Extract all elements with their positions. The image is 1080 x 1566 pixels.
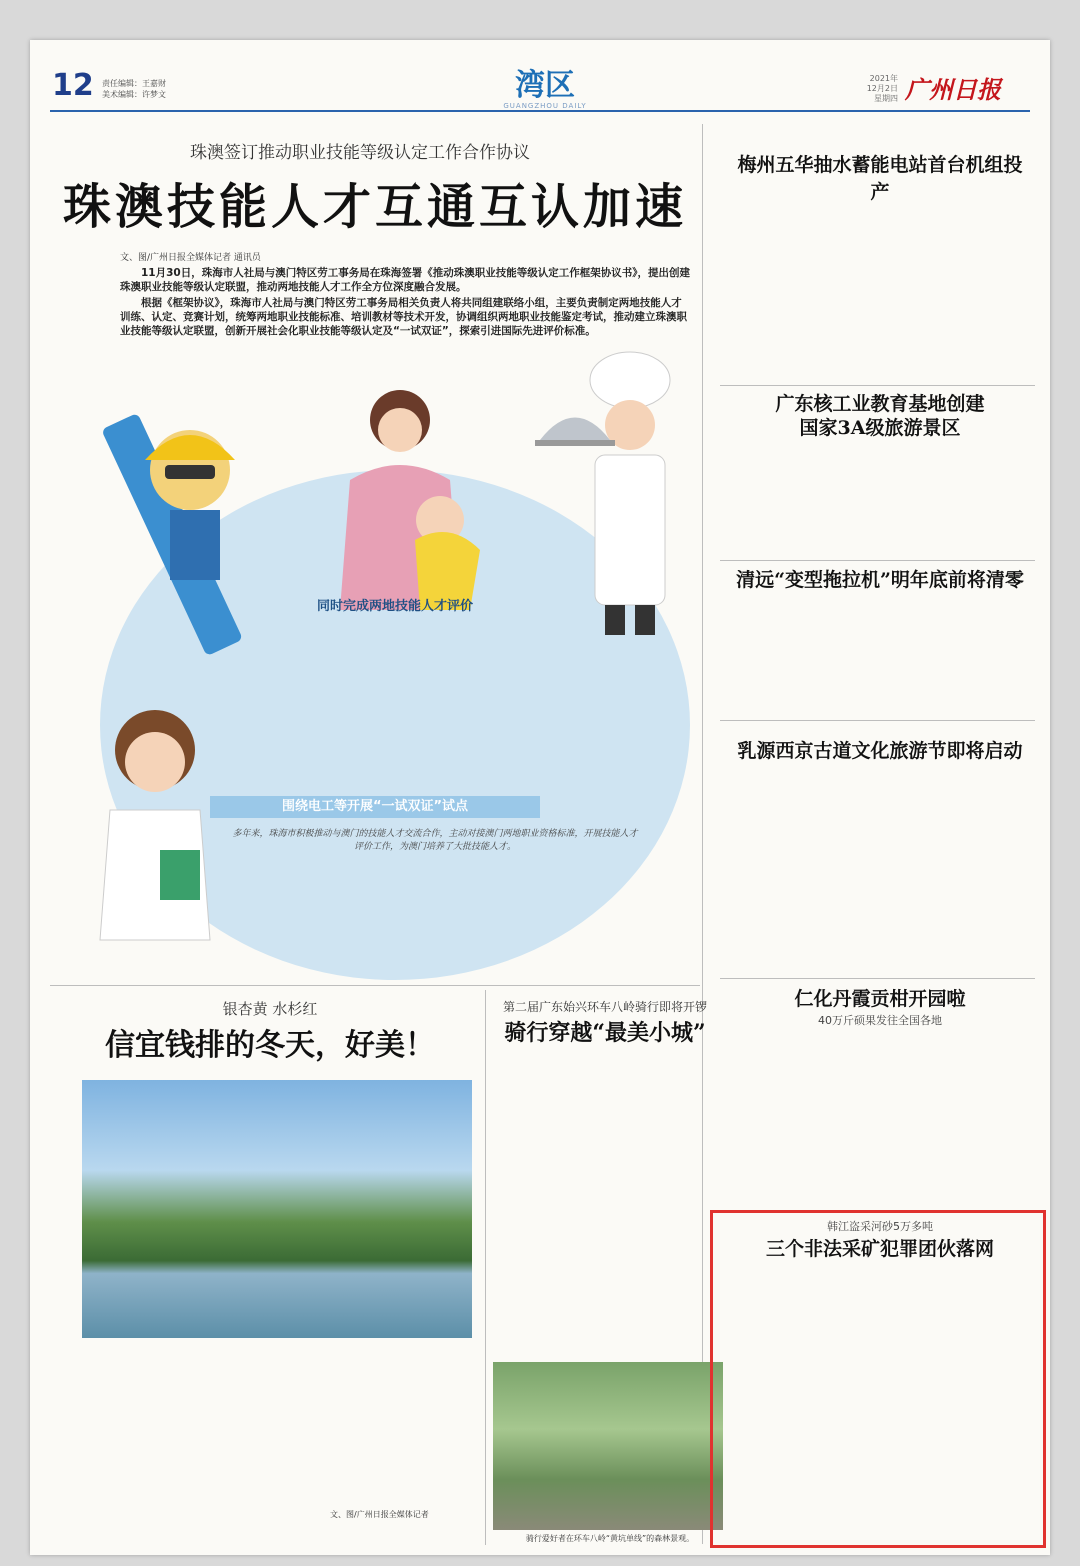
- story2-kicker: 银杏黄 水杉红: [222, 1000, 318, 1018]
- story3-kicker: 第二届广东始兴环车八岭骑行即将开锣: [502, 1000, 707, 1014]
- mother-child-illustration: [320, 370, 520, 620]
- main-kicker: 珠澳签订推动职业技能等级认定工作合作协议: [190, 143, 530, 163]
- section-subtitle: GUANGZHOU DAILY: [503, 102, 587, 110]
- right-divider: [720, 978, 1035, 979]
- story2-caption: 文、图/广州日报全媒体记者: [330, 1510, 429, 1519]
- editors: 责任编辑：王嘉财 美术编辑：许梦文: [102, 79, 166, 99]
- story3-photo-caption: 骑行爱好者在环车八岭“黄坑单线”的森林景观。: [525, 1534, 695, 1543]
- right-headline-6: 三个非法采矿犯罪团伙落网: [765, 1238, 994, 1260]
- newspaper-logo: 广州日报: [905, 75, 1001, 104]
- page-header: [30, 40, 1050, 118]
- right-subhead-5: 40万斤硕果发往全国各地: [818, 1014, 942, 1027]
- chef-illustration: [530, 340, 700, 640]
- right-divider: [720, 560, 1035, 561]
- ginkgo-forest-photo: [82, 1080, 472, 1338]
- pilot-note: 多年来，珠海市积极推动与澳门的技能人才交流合作，主动对接澳门两地职业资格标准，开展技能人才评价工作，为澳门培养了大批技能人才。: [232, 829, 638, 852]
- newspaper-page: [30, 40, 1050, 1555]
- right-headline-4: 乳源西京古道文化旅游节即将启动: [737, 740, 1023, 762]
- right-divider: [720, 720, 1035, 721]
- main-headline: 珠澳技能人才互通互认加速: [62, 179, 687, 235]
- engineer-pencil-illustration: [70, 370, 290, 670]
- main-lead: 11月30日，珠海市人社局与澳门特区劳工事务局在珠海签署《推动珠澳职业技能等级认定工作框架协议书》，提出创建珠澳职业技能等级认定联盟，推动两地技能人才工作全方位深度融合发展。 根据《框架协议》，珠海市人社局与澳门特区劳工事务局相关负责人将共同组建联络小组，主要负责制定两地技能人才训练、认定、竞赛计划，统筹两地职业技能标准、培训教材等技术开发，协调组织两地职业技能鉴定考试，推动建立珠澳职业技能等级认定联盟，创新开展社会化职业技能等级认定及“一试双证”，探索引进国际先进评价标准。: [120, 267, 690, 337]
- story3-headline: 骑行穿越“最美小城”: [504, 1020, 706, 1046]
- right-headline-3: 清远“变型拖拉机”明年底前将清零: [736, 569, 1024, 591]
- story2-headline: 信宜钱排的冬天，好美！: [105, 1028, 435, 1063]
- right-divider: [720, 385, 1035, 386]
- right-headline-5: 仁化丹霞贡柑开园啦: [794, 988, 966, 1010]
- subhead-pilot: 围绕电工等开展“一试双证”试点: [210, 796, 540, 818]
- page-number: 12: [52, 68, 94, 103]
- section-title: 湾区: [515, 68, 575, 103]
- doctor-illustration: [80, 700, 230, 960]
- issue-date: 2021年 12月2日 星期四: [866, 74, 898, 103]
- subhead-evaluation: 同时完成两地技能人才评价: [316, 599, 473, 614]
- column-divider: [702, 124, 703, 1544]
- column-divider-lower: [485, 990, 486, 1545]
- header-rule: [50, 110, 1030, 112]
- right-headline-2: 广东核工业教育基地创建 国家3A级旅游景区: [775, 393, 985, 439]
- right-kicker-6: 韩江盗采河砂5万多吨: [827, 1220, 933, 1233]
- cycling-photo: [493, 1362, 723, 1530]
- right-headline-1: 梅州五华抽水蓄能电站首台机组投产: [737, 154, 1023, 203]
- main-byline: 文、图/广州日报全媒体记者 通讯员: [120, 253, 261, 263]
- row-divider: [50, 985, 700, 986]
